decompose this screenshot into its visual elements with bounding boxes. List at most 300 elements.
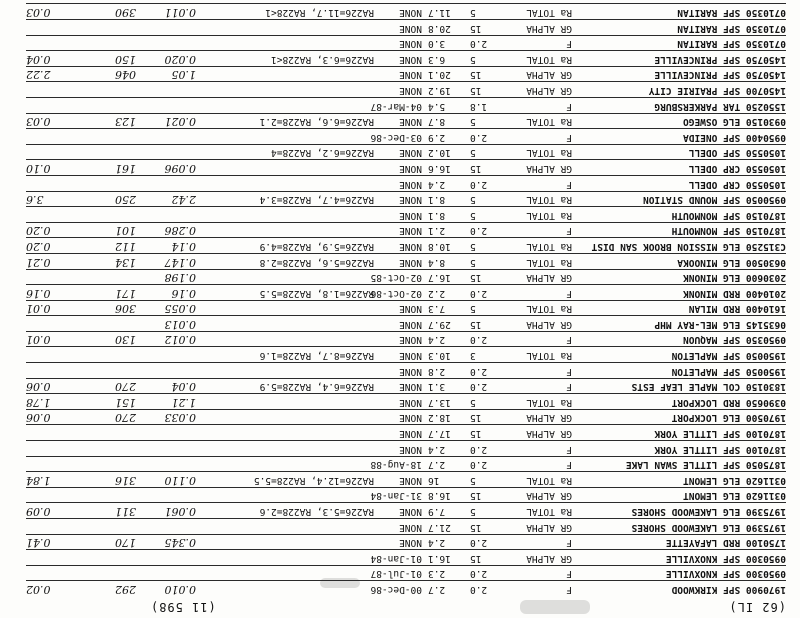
limit-value: 5: [470, 474, 476, 486]
violation-date: NONE: [399, 521, 422, 533]
page-header-left: (62 IL): [728, 600, 786, 614]
table-row: [26, 440, 786, 456]
system-name: 2010400 RRD MINONK: [683, 287, 786, 299]
limit-value: 15: [470, 490, 482, 502]
table-row: [26, 331, 786, 347]
table-row: [26, 487, 786, 503]
handwritten-code: 130: [115, 333, 136, 347]
system-name: 0950300 SPF KNOXVILLE: [665, 552, 786, 564]
handwritten-value: 1.21: [171, 395, 196, 409]
table-row: [26, 128, 786, 144]
table-row: [26, 471, 786, 487]
system-name: 1050550 CRP ODELL: [688, 162, 786, 174]
handwritten-value: 0.14: [171, 239, 196, 253]
violation-date: NONE: [399, 428, 422, 440]
handwritten-result: 0.04: [26, 52, 51, 66]
analysis-type: Ra TOTAL: [526, 350, 572, 362]
violation-date: NONE: [399, 147, 422, 159]
handwritten-code: 134: [115, 255, 136, 269]
measured-value: 17.7: [428, 428, 451, 440]
violation-date: NONE: [399, 178, 422, 190]
violation-date: 01-Jan-84: [370, 552, 422, 564]
analysis-type: Ra TOTAL: [526, 506, 572, 518]
handwritten-result: 0.03: [26, 6, 51, 20]
limit-value: 1.8: [470, 100, 488, 112]
table-row: [26, 347, 786, 363]
analysis-type: Ra TOTAL: [526, 396, 572, 408]
analysis-type: Ra TOTAL: [526, 147, 572, 159]
limit-value: 2.0: [470, 584, 488, 595]
table-row: [26, 253, 786, 269]
handwritten-value: 1.05: [171, 68, 196, 82]
analysis-type: F: [566, 537, 572, 549]
handwritten-code: 171: [115, 286, 136, 300]
violation-date: NONE: [399, 396, 422, 408]
system-name: 1450750 SPF PRINCEVILLE: [654, 69, 786, 81]
handwritten-result: 0.02: [26, 583, 51, 596]
violation-date: NONE: [399, 412, 422, 424]
violation-date: NONE: [399, 537, 422, 549]
analysis-type: F: [566, 178, 572, 190]
violation-date: NONE: [399, 474, 422, 486]
table-row: [26, 3, 786, 19]
measured-value: 13.7: [428, 396, 451, 408]
table-row: [26, 456, 786, 472]
radium-note: RA226=8.7, RA228=1.6: [259, 350, 374, 362]
system-name: 1050550 SPF ODELL: [688, 147, 786, 159]
handwritten-value: 0.033: [164, 411, 196, 425]
radium-note: RA226=6.6, RA228=2.1: [259, 116, 374, 128]
table-row: [26, 518, 786, 534]
handwritten-code: 101: [115, 224, 136, 238]
handwritten-value: 0.021: [164, 115, 196, 129]
table-row: [26, 113, 786, 129]
handwritten-result: 3.6: [26, 193, 44, 207]
limit-value: 2.0: [470, 225, 488, 237]
measured-value: 16.8: [428, 490, 451, 502]
limit-value: 2.0: [470, 38, 488, 50]
handwritten-code: 270: [115, 411, 136, 425]
analysis-type: Ra TOTAL: [526, 7, 572, 19]
handwritten-value: 0.096: [164, 161, 196, 175]
violation-date: NONE: [399, 381, 422, 393]
analysis-type: F: [566, 225, 572, 237]
radium-note: RA226=5.9, RA228=4.9: [259, 240, 374, 252]
analysis-type: F: [566, 131, 572, 143]
analysis-type: GR ALPHA: [526, 85, 572, 96]
radium-note: RA226=4.7, RA228=3.4: [259, 194, 374, 206]
measured-value: 10.3: [428, 350, 451, 362]
violation-date: NONE: [399, 194, 422, 206]
limit-value: 2.0: [470, 178, 488, 190]
handwritten-result: 0.03: [26, 115, 51, 129]
measured-value: 10.8: [428, 240, 451, 252]
table-row: [26, 378, 786, 394]
analysis-type: Ra TOTAL: [526, 303, 572, 315]
system-name: 0710350 SPF RARITAN: [677, 22, 786, 34]
system-name: 1750100 RRD LAFAYETTE: [665, 537, 786, 549]
limit-value: 2.0: [470, 365, 488, 377]
system-name: 1870100 SPF LITTLE YORK: [654, 428, 786, 440]
violation-date: NONE: [399, 116, 422, 128]
system-name: 0710350 SPF RARITAN: [677, 7, 786, 19]
handwritten-value: 0.055: [164, 302, 196, 316]
violation-date: 31-Jan-84: [370, 490, 422, 502]
measured-value: 2.2: [428, 287, 446, 299]
analysis-type: Ra TOTAL: [526, 194, 572, 206]
handwritten-value: 0.147: [164, 255, 196, 269]
limit-value: 5: [470, 303, 476, 315]
analysis-type: F: [566, 459, 572, 471]
table-row: [26, 580, 786, 596]
radium-note: RA226=5.3, RA228=2.6: [259, 506, 374, 518]
table-row: [26, 159, 786, 175]
limit-value: 15: [470, 318, 482, 330]
measured-value: 10.2: [428, 147, 451, 159]
handwritten-value: 0.011: [164, 6, 196, 20]
handwritten-result: 0.10: [26, 161, 51, 175]
limit-value: 5: [470, 147, 476, 159]
violation-date: NONE: [399, 7, 422, 19]
measured-value: 20.1: [428, 69, 451, 81]
analysis-type: GR ALPHA: [526, 490, 572, 502]
analysis-type: F: [566, 100, 572, 112]
table-row: [26, 409, 786, 425]
limit-value: 2.0: [470, 381, 488, 393]
handwritten-code: 112: [115, 239, 136, 253]
violation-date: NONE: [399, 85, 422, 96]
system-name: 0390650 RRD LOCKPORT: [671, 396, 786, 408]
limit-value: 5: [470, 7, 476, 19]
limit-value: 5: [470, 116, 476, 128]
table-row: [26, 19, 786, 35]
handwritten-value: 0.010: [164, 583, 196, 596]
measured-value: 7.9: [428, 506, 446, 518]
analysis-type: Ra TOTAL: [526, 53, 572, 65]
handwritten-result: 0.16: [26, 286, 51, 300]
table-row: [26, 300, 786, 316]
limit-value: 15: [470, 412, 482, 424]
limit-value: 5: [470, 53, 476, 65]
violation-date: 18-Aug-88: [370, 459, 422, 471]
violation-date: NONE: [399, 53, 422, 65]
measured-value: 19.2: [428, 85, 451, 96]
measured-value: 2.7: [428, 584, 446, 595]
system-name: 1970900 SPF KIRKWOOD: [671, 584, 786, 595]
analysis-type: GR ALPHA: [526, 69, 572, 81]
measured-value: 2.1: [428, 225, 446, 237]
system-name: 1870150 SPF MONMOUTH: [671, 209, 786, 221]
results-table: [26, 3, 786, 596]
measured-value: 8.7: [428, 116, 446, 128]
system-name: 0950400 SPF ONEIDA: [683, 131, 786, 143]
measured-value: 2.7: [428, 459, 446, 471]
analysis-type: Ra TOTAL: [526, 474, 572, 486]
handwritten-code: 270: [115, 380, 136, 394]
limit-value: 2.0: [470, 131, 488, 143]
limit-value: 5: [470, 256, 476, 268]
measured-value: 2.4: [428, 443, 446, 455]
table-row: [26, 393, 786, 409]
table-row: [26, 206, 786, 222]
radium-note: RA226=6.2, RA228=4: [271, 147, 374, 159]
handwritten-code: 123: [115, 115, 136, 129]
radium-note: RA226=11.7, RA228<1: [265, 7, 374, 19]
violation-date: NONE: [399, 443, 422, 455]
handwritten-code: 046: [115, 68, 136, 82]
violation-date: NONE: [399, 303, 422, 315]
analysis-type: GR ALPHA: [526, 521, 572, 533]
scan-smudge: [520, 600, 590, 614]
limit-value: 15: [470, 428, 482, 440]
measured-value: 8.1: [428, 209, 446, 221]
measured-value: 2.3: [428, 568, 446, 580]
table-row: [26, 81, 786, 97]
limit-value: 5: [470, 240, 476, 252]
violation-date: NONE: [399, 69, 422, 81]
measured-value: 7.3: [428, 303, 446, 315]
measured-value: 16.7: [428, 272, 451, 284]
analysis-type: F: [566, 568, 572, 580]
limit-value: 15: [470, 69, 482, 81]
handwritten-result: 1.78: [26, 395, 51, 409]
violation-date: NONE: [399, 22, 422, 34]
analysis-type: Ra TOTAL: [526, 240, 572, 252]
table-row: [26, 50, 786, 66]
table-row: [26, 191, 786, 207]
system-name: 0710350 SPF RARITAN: [677, 38, 786, 50]
table-row: [26, 222, 786, 238]
handwritten-value: 0.16: [171, 286, 196, 300]
table-row: [26, 237, 786, 253]
violation-date: NONE: [399, 365, 422, 377]
page-header-right: (11 598): [150, 600, 216, 614]
limit-value: 2.0: [470, 459, 488, 471]
analysis-type: Ra TOTAL: [526, 116, 572, 128]
system-name: 1950050 SPF MAPLETON: [671, 350, 786, 362]
measured-value: 3.0: [428, 38, 446, 50]
violation-date: NONE: [399, 162, 422, 174]
analysis-type: GR ALPHA: [526, 22, 572, 34]
measured-value: 16: [428, 474, 440, 486]
handwritten-result: 0.06: [26, 411, 51, 425]
table-row: [26, 66, 786, 82]
table-row: [26, 362, 786, 378]
handwritten-result: 0.41: [26, 536, 51, 550]
analysis-type: GR ALPHA: [526, 162, 572, 174]
table-row: [26, 315, 786, 331]
limit-value: 5: [470, 506, 476, 518]
analysis-type: F: [566, 365, 572, 377]
handwritten-code: 316: [115, 473, 136, 487]
analysis-type: Ra TOTAL: [526, 256, 572, 268]
handwritten-value: 0.061: [164, 505, 196, 519]
handwritten-result: 2.22: [26, 68, 51, 82]
analysis-type: F: [566, 38, 572, 50]
handwritten-result: 0.01: [26, 333, 51, 347]
handwritten-code: 170: [115, 536, 136, 550]
limit-value: 2.0: [470, 568, 488, 580]
table-row: [26, 534, 786, 550]
violation-date: NONE: [399, 38, 422, 50]
system-name: 1875050 SPF LITTLE SWAN LAKE: [625, 459, 786, 471]
handwritten-code: 292: [115, 583, 136, 596]
system-name: 0950350 SPF MAQUON: [683, 334, 786, 346]
radium-note: RA226=6.4, RA228=5.9: [259, 381, 374, 393]
system-name: 1970500 ELG LOCKPORT: [671, 412, 786, 424]
violation-date: 03-Dec-86: [370, 131, 422, 143]
measured-value: 16.1: [428, 552, 451, 564]
measured-value: 11.7: [428, 7, 451, 19]
handwritten-result: 1.84: [26, 473, 51, 487]
measured-value: 6.3: [428, 53, 446, 65]
system-name: 1450700 SPF PRAIRIE CITY: [648, 85, 786, 96]
system-name: 1870150 SPF MONMOUTH: [671, 225, 786, 237]
analysis-type: F: [566, 584, 572, 595]
system-name: 0630500 ELG MINOOKA: [677, 256, 786, 268]
radium-note: RA226=12.4, RA228=5.5: [253, 474, 374, 486]
limit-value: 5: [470, 209, 476, 221]
limit-value: 2.0: [470, 334, 488, 346]
measured-value: 2.8: [428, 365, 446, 377]
handwritten-result: 0.21: [26, 255, 51, 269]
radium-note: RA226=6.3, RA228<1: [271, 53, 374, 65]
measured-value: 16.6: [428, 162, 451, 174]
handwritten-value: 0.286: [164, 224, 196, 238]
analysis-type: F: [566, 443, 572, 455]
limit-value: 15: [470, 552, 482, 564]
handwritten-value: 0.020: [164, 52, 196, 66]
measured-value: 8.1: [428, 194, 446, 206]
measured-value: 29.7: [428, 318, 451, 330]
system-name: 0950300 SPF KNOXVILLE: [665, 568, 786, 580]
measured-value: 20.8: [428, 22, 451, 34]
violation-date: 02-Oct-86: [370, 287, 422, 299]
handwritten-result: 0.09: [26, 505, 51, 519]
system-name: 1050550 CRP ODELL: [688, 178, 786, 190]
measured-value: 2.4: [428, 178, 446, 190]
analysis-type: F: [566, 287, 572, 299]
measured-value: 3.1: [428, 381, 446, 393]
limit-value: 3: [470, 350, 476, 362]
measured-value: 2.4: [428, 334, 446, 346]
handwritten-value: 0.013: [164, 317, 196, 331]
system-name: C315250 ELG MISSION BROOK SAN DIST: [591, 240, 786, 252]
table-row: [26, 565, 786, 581]
limit-value: 5: [470, 194, 476, 206]
violation-date: NONE: [399, 225, 422, 237]
violation-date: NONE: [399, 256, 422, 268]
table-row: [26, 424, 786, 440]
system-name: 0930150 ELG OSWEGO: [683, 116, 786, 128]
violation-date: NONE: [399, 209, 422, 221]
limit-value: 2.0: [470, 537, 488, 549]
system-name: 1975390 ELG LAKEWOOD SHORES: [631, 506, 786, 518]
radium-note: RA226=1.8, RA228=5.5: [259, 287, 374, 299]
measured-value: 18.2: [428, 412, 451, 424]
handwritten-code: 311: [115, 505, 136, 519]
handwritten-code: 150: [115, 52, 136, 66]
system-name: 1610400 RRD MILAN: [688, 303, 786, 315]
handwritten-result: 0.01: [26, 302, 51, 316]
system-name: 1830150 COL MAPLE LEAF ESTS: [631, 381, 786, 393]
analysis-type: F: [566, 381, 572, 393]
analysis-type: Ra TOTAL: [526, 209, 572, 221]
violation-date: NONE: [399, 334, 422, 346]
measured-value: 2.9: [428, 131, 446, 143]
analysis-type: GR ALPHA: [526, 272, 572, 284]
violation-date: 04-Mar-87: [370, 100, 422, 112]
handwritten-value: 2.42: [171, 193, 196, 207]
table-row: [26, 144, 786, 160]
handwritten-result: 0.06: [26, 380, 51, 394]
table-row: [26, 175, 786, 191]
limit-value: 5: [470, 396, 476, 408]
system-name: 0950050 SPF MOUND STATION: [643, 194, 786, 206]
system-name: 0311620 ELG LEMONT: [683, 490, 786, 502]
limit-value: 15: [470, 521, 482, 533]
violation-date: 00-Dec-86: [370, 584, 422, 595]
analysis-type: F: [566, 334, 572, 346]
system-name: 1550250 TAR PARKERSBURG: [654, 100, 786, 112]
violation-date: 02-Oct-85: [370, 272, 422, 284]
limit-value: 15: [470, 22, 482, 34]
analysis-type: GR ALPHA: [526, 552, 572, 564]
handwritten-value: 0.345: [164, 536, 196, 550]
table-row: [26, 502, 786, 518]
table-row: [26, 284, 786, 300]
system-name: 0635145 ELG MEL-RAY MHP: [654, 318, 786, 330]
measured-value: 2.4: [428, 537, 446, 549]
violation-date: 01-Jul-87: [370, 568, 422, 580]
system-name: 1870100 SPF LITTLE YORK: [654, 443, 786, 455]
radium-note: RA226=5.6, RA228=2.8: [259, 256, 374, 268]
system-name: 1450750 SPF PRINCEVILLE: [654, 53, 786, 65]
system-name: 0311620 ELG LEMONT: [683, 474, 786, 486]
violation-date: NONE: [399, 318, 422, 330]
handwritten-value: 0.04: [171, 380, 196, 394]
limit-value: 2.0: [470, 443, 488, 455]
analysis-type: GR ALPHA: [526, 428, 572, 440]
table-row: [26, 549, 786, 565]
handwritten-value: 0.012: [164, 333, 196, 347]
handwritten-code: 306: [115, 302, 136, 316]
analysis-type: GR ALPHA: [526, 412, 572, 424]
handwritten-value: 0.198: [164, 271, 196, 285]
table-row: [26, 97, 786, 113]
limit-value: 2.0: [470, 287, 488, 299]
violation-date: NONE: [399, 506, 422, 518]
handwritten-result: 0.20: [26, 239, 51, 253]
handwritten-code: 151: [115, 395, 136, 409]
handwritten-code: 250: [115, 193, 136, 207]
analysis-type: GR ALPHA: [526, 318, 572, 330]
measured-value: 21.7: [428, 521, 451, 533]
system-name: 2030600 ELG MINONK: [683, 272, 786, 284]
measured-value: 5.4: [428, 100, 446, 112]
violation-date: NONE: [399, 350, 422, 362]
violation-date: NONE: [399, 240, 422, 252]
limit-value: 15: [470, 162, 482, 174]
limit-value: 15: [470, 85, 482, 96]
handwritten-code: 390: [115, 6, 136, 20]
table-row: [26, 269, 786, 285]
handwritten-code: 161: [115, 161, 136, 175]
system-name: 1950050 SPF MAPLETON: [671, 365, 786, 377]
handwritten-value: 0.110: [164, 473, 196, 487]
system-name: 1975390 ELG LAKEWOOD SHORES: [631, 521, 786, 533]
handwritten-result: 0.20: [26, 224, 51, 238]
